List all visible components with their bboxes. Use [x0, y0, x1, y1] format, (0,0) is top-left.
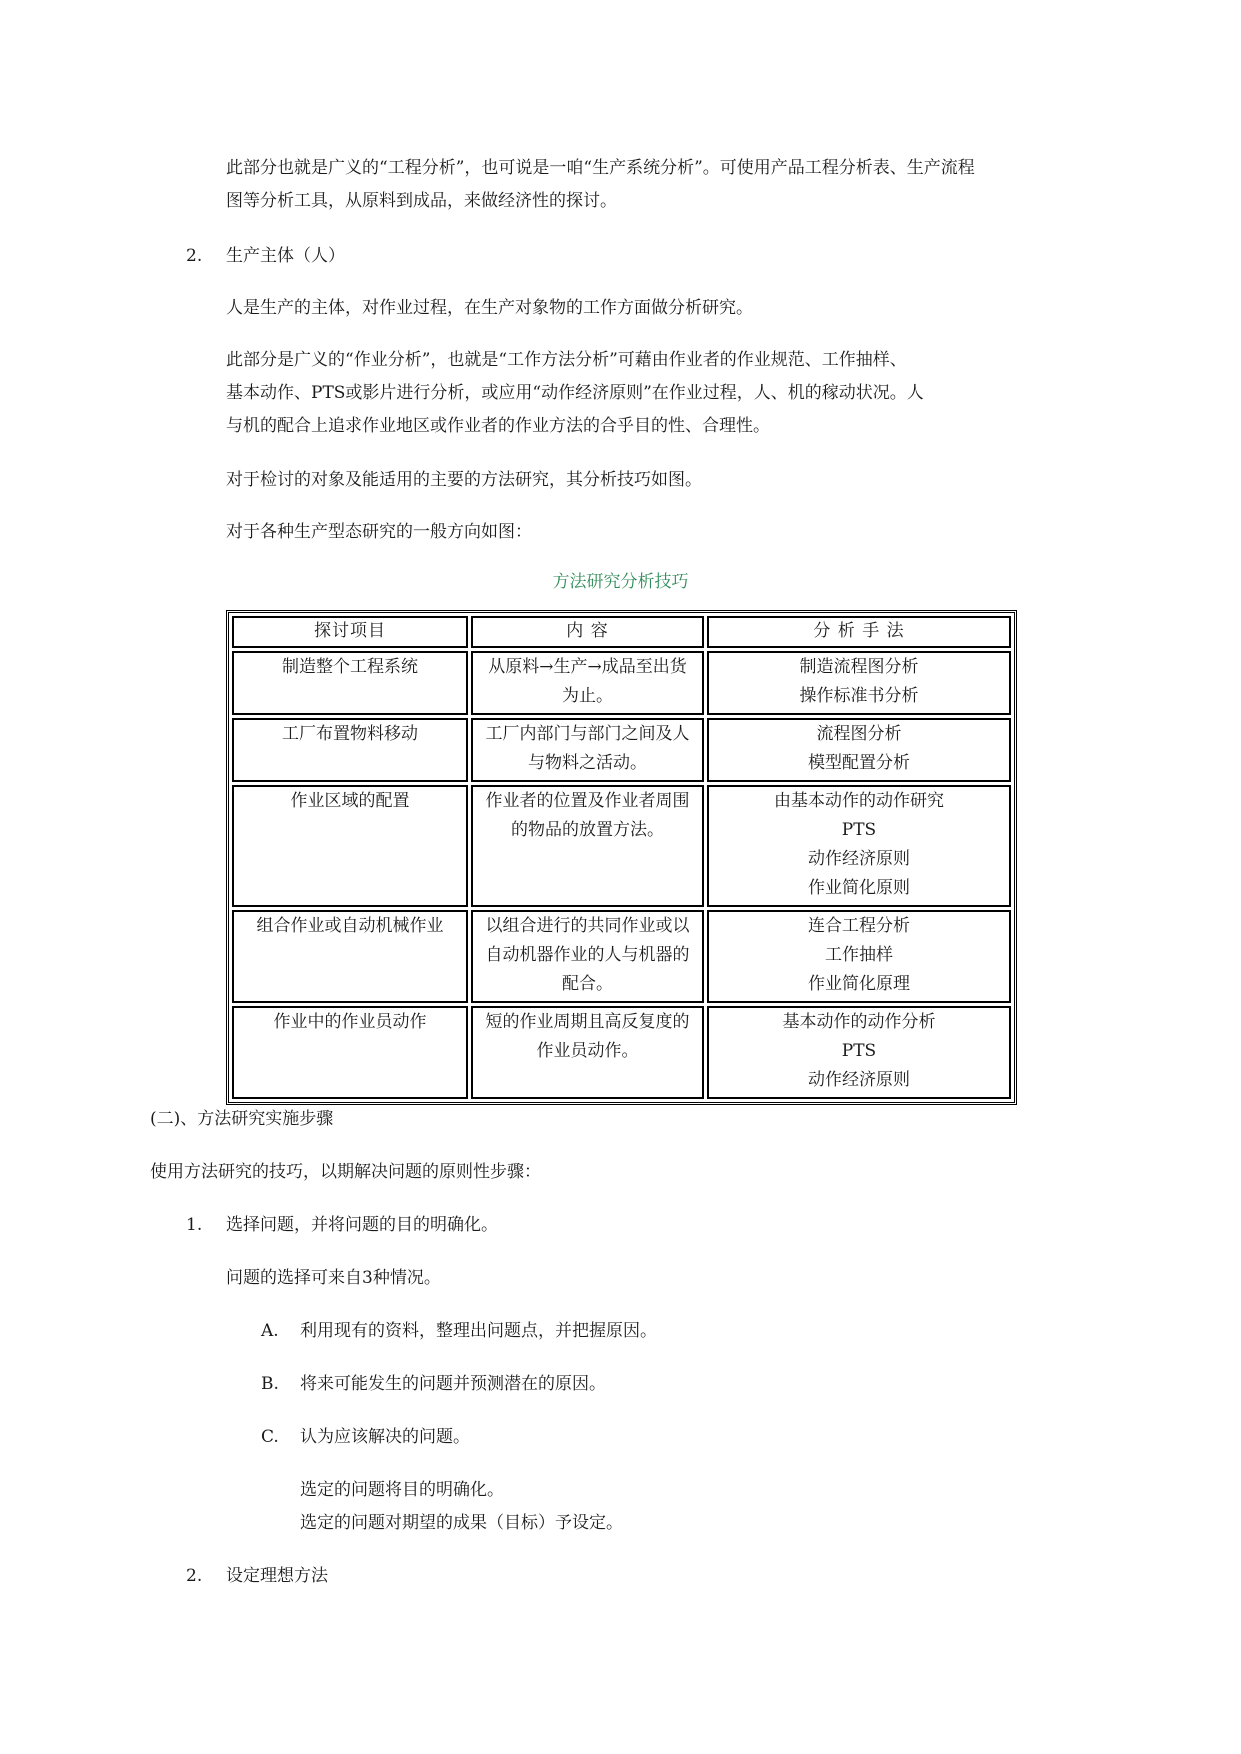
cell-content-line: 作业者的位置及作业者周围 [485, 791, 690, 811]
table-caption: 方法研究分析技巧 [552, 572, 689, 592]
cell-methods [707, 785, 1011, 907]
table-row [232, 651, 1011, 715]
cell-methods-line: 制造流程图分析 [799, 657, 919, 677]
cell-item [232, 1006, 468, 1099]
intro-line-1: 此部分也就是广义的“工程分析”，也可说是一咱“生产系统分析”。可使用产品工程分析表、生产流程 [226, 158, 975, 178]
cell-content-line: 的物品的放置方法。 [511, 820, 664, 840]
case-c-label: C. [261, 1427, 279, 1447]
cell-methods-line: PTS [841, 1041, 877, 1061]
cell-methods [707, 718, 1011, 782]
table-row [232, 718, 1011, 782]
cell-content [471, 785, 704, 907]
case-a-text: 利用现有的资料，整理出问题点，并把握原因。 [300, 1321, 657, 1341]
header-item: 探讨项目 [232, 616, 468, 648]
case-c-text: 认为应该解决的问题。 [300, 1427, 470, 1447]
work-line-1: 此部分是广义的“作业分析”，也就是“工作方法分析”可藉由作业者的作业规范、工作抽样、 [226, 350, 907, 370]
types-paragraph: 对于各种生产型态研究的一般方向如图： [226, 522, 532, 542]
item-2-number: 2. [186, 246, 203, 266]
work-line-2: 基本动作、PTS或影片进行分析，或应用“动作经济原则”在作业过程，人、机的稼动状况。人 [226, 383, 924, 403]
cell-methods-line: 操作标准书分析 [799, 686, 919, 706]
cell-content [471, 651, 704, 715]
case-c-note-2: 选定的问题对期望的成果（目标）予设定。 [300, 1513, 623, 1533]
cell-item-line: 作业区域的配置 [290, 791, 410, 811]
cell-content-line: 工厂内部门与部门之间及人 [485, 724, 690, 744]
table-body [232, 651, 1011, 1099]
cell-methods-line: PTS [841, 820, 877, 840]
cell-methods-line: 作业简化原理 [808, 974, 910, 994]
methods-table [226, 610, 1017, 1105]
cell-methods-line: 动作经济原则 [808, 1070, 910, 1090]
cell-methods-line: 模型配置分析 [808, 753, 910, 773]
cell-item [232, 785, 468, 907]
header-methods: 分 析 手 法 [707, 616, 1011, 648]
cell-methods [707, 910, 1011, 1003]
item-2-title: 生产主体（人） [226, 246, 345, 266]
intro-line-2: 图等分析工具，从原料到成品，来做经济性的探讨。 [226, 191, 617, 211]
cell-content-line: 自动机器作业的人与机器的 [485, 945, 690, 965]
cell-methods-line: 流程图分析 [816, 724, 902, 744]
cell-item [232, 718, 468, 782]
section-2-title: (二)、方法研究实施步骤 [150, 1109, 334, 1129]
cell-item-line: 组合作业或自动机械作业 [256, 916, 444, 936]
case-a-label: A. [261, 1321, 279, 1341]
work-line-3: 与机的配合上追求作业地区或作业者的作业方法的合乎目的性、合理性。 [226, 416, 770, 436]
section-2-intro: 使用方法研究的技巧，以期解决问题的原则性步骤： [150, 1162, 541, 1182]
step-2-title: 设定理想方法 [226, 1566, 328, 1586]
case-c-notes [300, 1474, 623, 1540]
cell-item-line: 物料移动 [350, 724, 418, 744]
subject-paragraph: 人是生产的主体，对作业过程，在生产对象物的工作方面做分析研究。 [226, 298, 753, 318]
cell-item [232, 910, 468, 1003]
cell-item-line: 制造整个工程系统 [282, 657, 418, 677]
cell-methods-line: 工作抽样 [825, 945, 893, 965]
cell-item-line: 工厂布置 [282, 724, 350, 744]
cell-methods-line: 动作经济原则 [808, 849, 910, 869]
step-1-source: 问题的选择可来自3种情况。 [226, 1268, 441, 1288]
cell-content-line: 短的作业周期且高反复度的 [485, 1012, 690, 1032]
cell-content-line: 以组合进行的共同作业或以 [485, 916, 690, 936]
cell-content-line: 作业员动作。 [536, 1041, 639, 1061]
cell-item-line: 作业中的作业员动作 [273, 1012, 427, 1032]
table-row [232, 785, 1011, 907]
step-1-title: 选择问题，并将问题的目的明确化。 [226, 1215, 498, 1235]
case-c-note-1: 选定的问题将目的明确化。 [300, 1480, 504, 1500]
cell-methods-line: 作业简化原则 [808, 878, 910, 898]
case-b-text: 将来可能发生的问题并预测潜在的原因。 [300, 1374, 606, 1394]
cell-content-line: 为止。 [562, 686, 613, 706]
cell-content-line: 与物料之活动。 [528, 753, 647, 773]
step-1-number: 1. [186, 1215, 203, 1235]
cell-methods [707, 651, 1011, 715]
case-b-label: B. [261, 1374, 279, 1394]
objects-paragraph: 对于检讨的对象及能适用的主要的方法研究，其分析技巧如图。 [226, 470, 702, 490]
table-row [232, 910, 1011, 1003]
header-content: 内 容 [471, 616, 704, 648]
cell-methods-line: 由基本动作的动作研究 [774, 791, 944, 811]
cell-content-line: 配合。 [562, 974, 613, 994]
cell-content [471, 1006, 704, 1099]
intro-paragraph [226, 152, 975, 218]
cell-content-line: 从原料→生产→成品至出货 [488, 657, 687, 677]
step-2-number: 2. [186, 1566, 203, 1586]
table-row [232, 1006, 1011, 1099]
cell-methods [707, 1006, 1011, 1099]
cell-content [471, 718, 704, 782]
table-header-row [232, 616, 1011, 648]
cell-methods-line: 基本动作的动作分析 [782, 1012, 936, 1032]
cell-item [232, 651, 468, 715]
cell-methods-line: 连合工程分析 [808, 916, 910, 936]
cell-content [471, 910, 704, 1003]
work-analysis-paragraph [226, 344, 924, 443]
